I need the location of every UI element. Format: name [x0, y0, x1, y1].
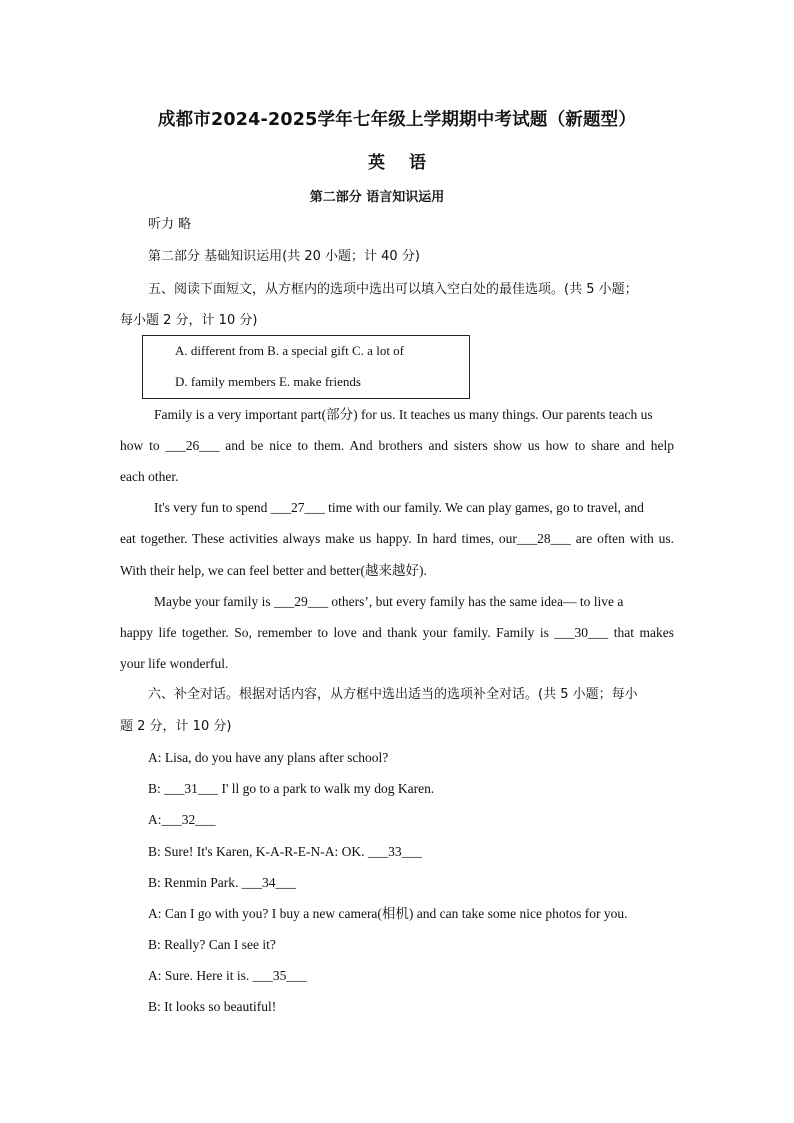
listening-note: 听力 略 [148, 217, 192, 232]
passage-line: how to ___26___ and be nice to them. And brothers and sisters show us how to share and help [120, 438, 674, 453]
passage-line: each other. [120, 469, 179, 484]
passage-line: Maybe your family is ___29___ others’, but every family has the same idea— to live a [154, 594, 624, 609]
section6-instruction-line1: 六、补全对话。根据对话内容，从方框中选出适当的选项补全对话。(共 5 小题；每小 [148, 687, 638, 702]
passage-line: your life wonderful. [120, 656, 229, 671]
exam-title: 成都市2024-2025学年七年级上学期期中考试题（新题型） [157, 110, 637, 130]
passage-line: Family is a very important part(部分) for us. It teaches us many things. Our parents teach us [154, 407, 653, 422]
passage-line: eat together. These activities always make us happy. In hard times, our___28___ are often with us. [120, 531, 674, 546]
section6-instruction-line2: 题 2 分，计 10 分) [120, 719, 232, 734]
part-heading: 第二部分 语言知识运用 [309, 190, 445, 205]
passage-line: With their help, we can feel better and better(越来越好). [120, 563, 427, 578]
section5-instruction-line1: 五、阅读下面短文，从方框内的选项中选出可以填入空白处的最佳选项。(共 5 小题； [148, 282, 638, 297]
options-line2: D. family members E. make friends [175, 374, 361, 389]
passage-line: It's very fun to spend ___27___ time with our family. We can play games, go to travel, and [154, 500, 644, 515]
passage-line: happy life together. So, remember to love and thank your family. Family is ___30___ that makes [120, 625, 674, 640]
dialogue-line: B: Really? Can I see it? [148, 937, 276, 952]
dialogue-line: A: Can I go with you? I buy a new camera(相机) and can take some nice photos for you. [148, 906, 628, 921]
part2-heading: 第二部分 基础知识运用(共 20 小题；计 40 分) [148, 249, 420, 264]
dialogue-line: B: Sure! It's Karen, K-A-R-E-N-A: OK. ___33___ [148, 844, 422, 859]
dialogue-line: A:___32___ [148, 812, 216, 827]
section5-instruction-line2: 每小题 2 分，计 10 分) [120, 313, 258, 328]
dialogue-line: A: Sure. Here it is. ___35___ [148, 968, 307, 983]
options-line1: A. different from B. a special gift C. a lot of [175, 343, 405, 358]
dialogue-line: B: Renmin Park. ___34___ [148, 875, 296, 890]
dialogue-line: A: Lisa, do you have any plans after school? [148, 750, 389, 765]
dialogue-line: B: ___31___ I' ll go to a park to walk my dog Karen. [148, 781, 435, 796]
options-box [142, 335, 470, 399]
subject-heading: 英 语 [368, 153, 426, 173]
dialogue-line: B: It looks so beautiful! [148, 999, 277, 1014]
